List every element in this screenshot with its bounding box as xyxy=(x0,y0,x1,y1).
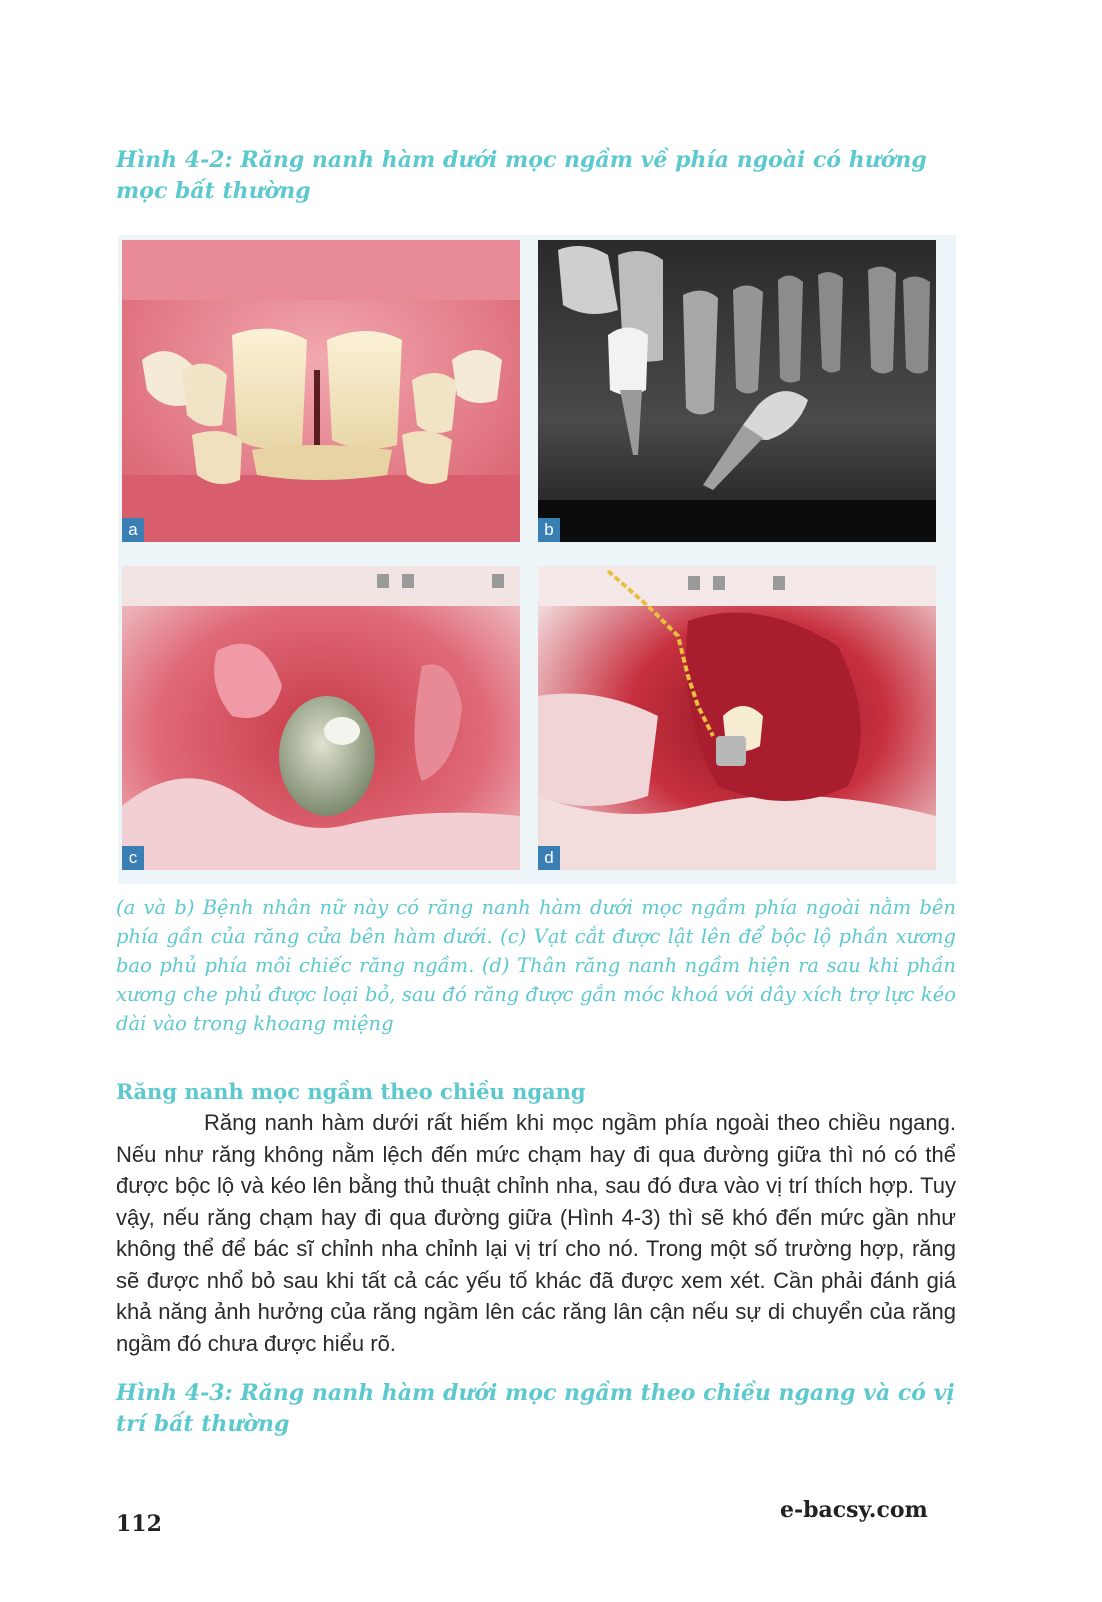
section-heading: Răng nanh mọc ngầm theo chiều ngang xyxy=(116,1079,586,1104)
body-paragraph-container xyxy=(116,1107,956,1359)
panel-label: a xyxy=(122,518,144,542)
figure-title-next: Hình 4-3: Răng nanh hàm dưới mọc ngầm theo chiều ngang và có vị trí bất thường xyxy=(116,1380,955,1437)
photo-panel-c xyxy=(122,566,520,870)
figure-title: Hình 4-2: Răng nanh hàm dưới mọc ngầm về phía ngoài có hướng mọc bất thường xyxy=(116,147,927,204)
xray-image xyxy=(538,240,936,542)
photo-panel-b xyxy=(538,240,936,542)
dental-photo-frontal xyxy=(122,240,520,542)
panel-label: d xyxy=(538,846,560,870)
photo-panel-d xyxy=(538,566,936,870)
body-paragraph: Răng nanh hàm dưới rất hiếm khi mọc ngầm phía ngoài theo chiều ngang. Nếu như răng không nằm lệch đến mức chạm hay đi qua đường giữa thì nó có thể được bộc lộ và kéo lên bằng thủ thuật chỉnh nha, sau đó đưa vào vị trí thích hợp. Tuy vậy, nếu răng chạm hay đi qua đường giữa (Hình 4-3) thì sẽ khó đến mức gần như không thể để bác sĩ chỉnh nha chỉnh lại vị trí cho nó. Trong một số trường hợp, răng sẽ được nhổ bỏ sau khi tất cả các yếu tố khác đã được xem xét. Cần phải đánh giá khả năng ảnh hưởng của răng ngầm lên các răng lân cận nếu sự di chuyển của răng ngầm đó chưa được hiểu rõ. xyxy=(116,1110,956,1356)
figure-caption: (a và b) Bệnh nhân nữ này có răng nanh hàm dưới mọc ngầm phía ngoài nằm bên phía gần của răng cửa bên hàm dưới. (c) Vạt cắt được lật lên để bộc lộ phần xương bao phủ phía môi chiếc răng ngầm. (d) Thân răng nanh ngầm hiện ra sau khi phần xương che phủ được loại bỏ, sau đó răng được gắn móc khoá với dây xích trợ lực kéo dài vào trong khoang miệng xyxy=(116,896,956,1035)
site-name: e-bacsy.com xyxy=(780,1497,928,1523)
panel-label: c xyxy=(122,846,144,870)
surgical-photo-attachment xyxy=(538,566,936,870)
panel-label: b xyxy=(538,518,560,542)
surgical-photo-flap xyxy=(122,566,520,870)
page-number: 112 xyxy=(116,1511,162,1537)
figure-photo-grid xyxy=(118,235,956,884)
photo-panel-a xyxy=(122,240,520,542)
